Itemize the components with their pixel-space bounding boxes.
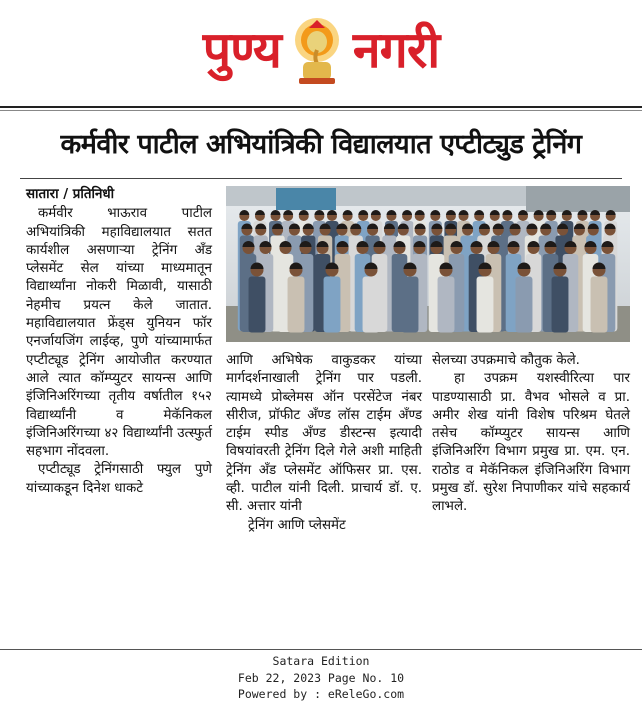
masthead-rule-thin [0,110,642,111]
dateline: सातारा / प्रतिनिधी [26,187,115,202]
article-paragraph: आणि अभिषेक वाकुडकर यांच्या मार्गदर्शनाखाली ट्रेनिंग पार पडली. त्यामध्ये प्रोब्लेमस ऑन परसेंटेज नंबर सीरीज, प्रॉफीट अँण्ड लॉस टाईम अँण्ड टाईम स्पीड अँण्ड डीस्टन्स इत्यादी विषयांवरती ट्रेनिंग दिले गेले अशी माहिती ट्रेनिंग अँड प्लेसमेंट ऑफिसर प्रा. एस. व्ही. पाटील यांनी दिली. प्राचार्य डॉ. ए. सी. अत्तार यांनी [226,353,422,515]
article-column-1 [26,186,212,498]
headline-rule [20,178,622,179]
article-headline: कर्मवीर पाटील अभियांत्रिकी विद्यालयात एप्टीट्युड ट्रेनिंग [60,129,582,160]
group-photo [226,186,630,342]
article-column-3 [432,352,630,517]
footer-edition: Satara Edition [272,654,370,668]
article-paragraph: कर्मवीर भाऊराव पाटील अभियांत्रिकी महाविद्यालयात सतत कार्यशील असणाऱ्या ट्रेनिंग अँड प्लेसमेंट सेल यांच्या माध्यमातून विद्यार्थ्यांना नोकरी मिळावी, यासाठी नेहमीच प्रयत्न केले जातात. महाविद्यालयात फ्रेंड्स युनियन फॉर एनर्जायजिंग लाईव्ह, पुणे यांच्यामार्फत एप्टीट्यूड ट्रेनिंग आयोजीत करण्यात आले त्यात कॉम्प्युटर सायन्स आणि इंजिनिअरिंगच्या तृतीय वर्षातील १५२ विद्यार्थ्यांनी व मेकॅनिकल इंजिनिअरिंगच्या ४२ विद्यार्थ्यांनी उत्स्फुर्त सहभाग नोंदवला. [26,206,212,460]
ganesha-logo-icon [289,12,345,88]
masthead-left-word: पुण्य [202,21,281,79]
article-paragraph: ट्रेनिंग आणि प्लेसमेंट [248,517,346,533]
footer-powered-by: Powered by : eReleGo.com [237,687,405,701]
article-column-2 [226,352,422,535]
article-paragraph: एप्टीट्यूड ट्रेनिंगसाठी फ्युल पुणे यांच्याकडून दिनेश धाकटे [26,462,212,496]
article-paragraph: हा उपक्रम यशस्वीरित्या पार पाडण्यासाठी प्रा. वैभव भोसले व प्रा. अमीर शेख यांनी विशेष परिश्रम घेतले तसेच कॉम्प्युटर सायन्स आणि इंजिनिअरिंग विभाग प्रमुख प्रा. एम. एन. राठोड व मेकॅनिकल इंजिनिअरिंग विभाग प्रमुख डॉ. सुरेश निपाणीकर यांचे सहकार्य लाभले. [432,371,630,515]
footer-date-page: Feb 22, 2023 Page No. 10 [237,670,405,685]
footer [0,653,642,703]
masthead-rule [0,106,642,108]
article-paragraph: सेलच्या उपक्रमाचे कौतुक केले. [432,353,580,368]
masthead [0,0,642,100]
masthead-right-word: नगरी [352,21,440,79]
footer-rule [0,649,642,650]
